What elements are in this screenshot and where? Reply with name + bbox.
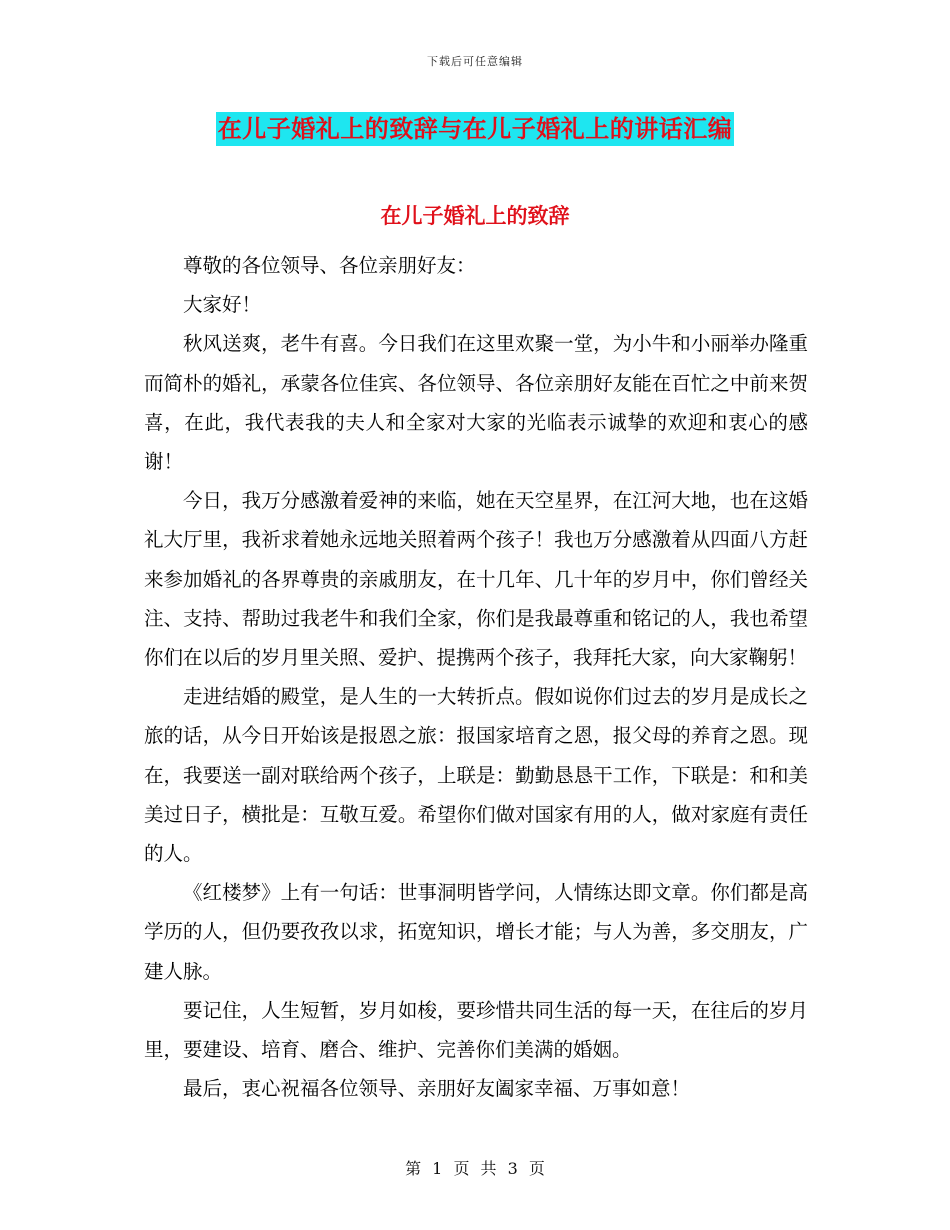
section-title: 在儿子婚礼上的致辞 xyxy=(380,204,570,228)
paragraph: 走进结婚的殿堂，是人生的一大转折点。假如说你们过去的岁月是成长之旅的话，从今日开始该是报恩之旅：报国家培育之恩，报父母的养育之恩。现在，我要送一副对联给两个孩子，上联是：勤勤恳恳干工作，下联是：和和美美过日子，横批是：互敬互爱。希望你们做对国家有用的人，做对家庭有责任的人。 xyxy=(144,685,808,866)
header-note: 下载后可任意编辑 xyxy=(427,55,523,68)
paragraph: 要记住，人生短暂，岁月如梭，要珍惜共同生活的每一天，在往后的岁月里，要建设、培育、磨合、维护、完善你们美满的婚姻。 xyxy=(144,998,808,1062)
speech-body xyxy=(144,246,808,1108)
paragraph: 秋风送爽，老牛有喜。今日我们在这里欢聚一堂，为小牛和小丽举办隆重而简朴的婚礼，承蒙各位佳宾、各位领导、各位亲朋好友能在百忙之中前来贺喜，在此，我代表我的夫人和全家对大家的光临表示诚挚的欢迎和衷心的感谢！ xyxy=(144,332,808,474)
page-number-footer: 第 1 页 共 3 页 xyxy=(405,1159,545,1178)
main-title: 在儿子婚礼上的致辞与在儿子婚礼上的讲话汇编 xyxy=(216,112,735,146)
paragraph-greeting: 大家好！ xyxy=(183,293,262,317)
paragraph: 今日，我万分感激着爱神的来临，她在天空星界，在江河大地，也在这婚礼大厅里，我祈求着她永远地关照着两个孩子！我也万分感激着从四面八方赶来参加婚礼的各界尊贵的亲戚朋友，在十几年、几十年的岁月中，你们曾经关注、支持、帮助过我老牛和我们全家，你们是我最尊重和铭记的人，我也希望你们在以后的岁月里关照、爱护、提携两个孩子，我拜托大家，向大家鞠躬！ xyxy=(144,489,808,670)
main-title-container xyxy=(0,112,950,146)
paragraph: 《红楼梦》上有一句话：世事洞明皆学问，人情练达即文章。你们都是高学历的人，但仍要孜孜以求，拓宽知识，增长才能；与人为善，多交朋友，广建人脉。 xyxy=(144,881,808,983)
paragraph-salutation: 尊敬的各位领导、各位亲朋好友： xyxy=(183,254,476,277)
paragraph-closing: 最后，衷心祝福各位领导、亲朋好友阖家幸福、万事如意！ xyxy=(183,1077,691,1101)
